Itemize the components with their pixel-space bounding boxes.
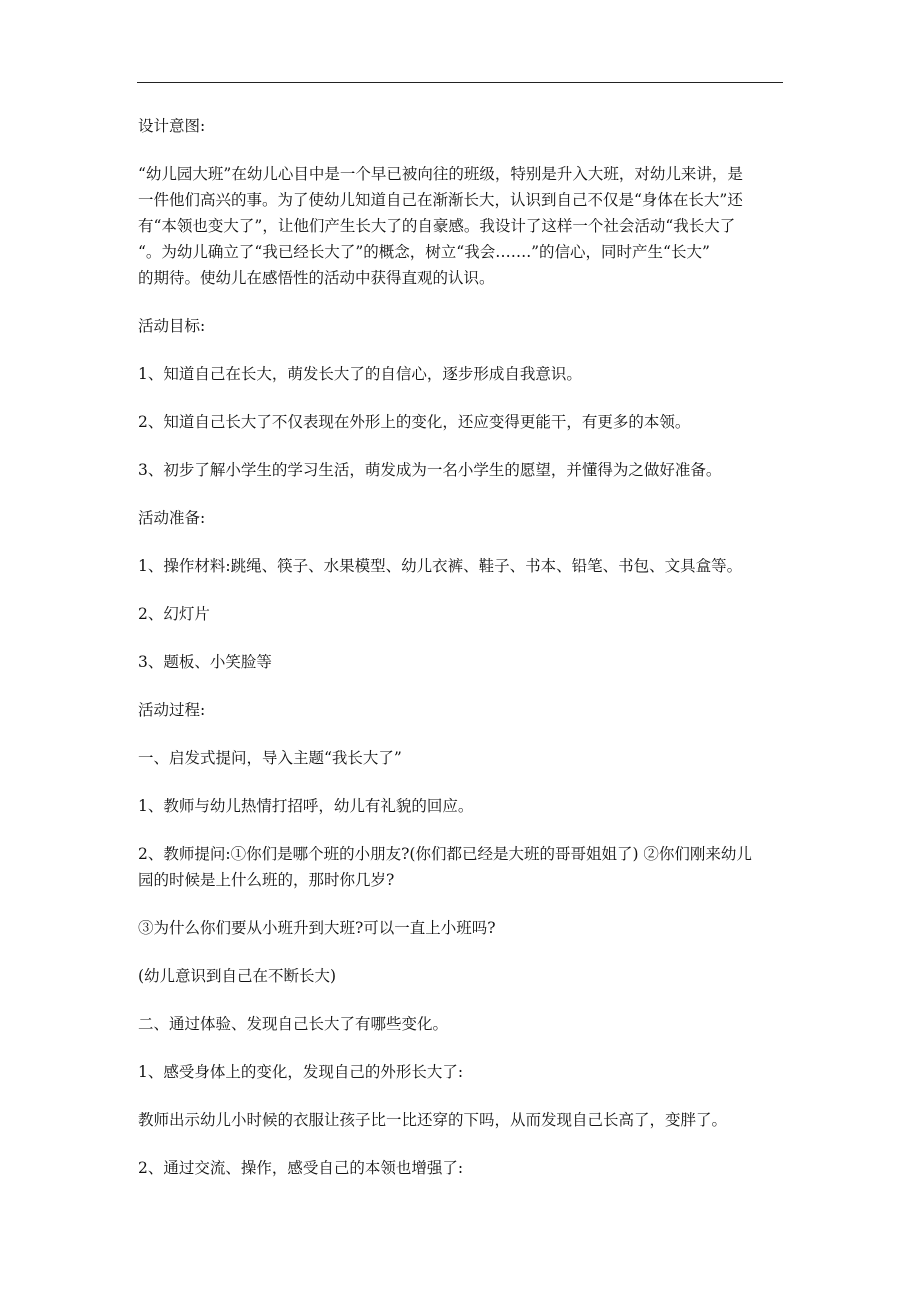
paragraph-line: 一件他们高兴的事。为了使幼儿知道自己在渐渐长大，认识到自己不仅是“身体在长大”还 — [138, 191, 743, 209]
goal-item-2: 2、知道自己长大了不仅表现在外形上的变化，还应变得更能干，有更多的本领。 — [138, 413, 691, 431]
goals-heading: 活动目标: — [138, 317, 206, 335]
preparation-item-3: 3、题板、小笑脸等 — [138, 653, 272, 671]
design-intent-heading: 设计意图: — [138, 117, 206, 135]
goal-item-1: 1、知道自己在长大，萌发长大了的自信心，逐步形成自我意识。 — [138, 365, 582, 383]
process-step-2: 二、通过体验、发现自己长大了有哪些变化。 — [138, 1015, 449, 1033]
paragraph-line: “幼儿园大班”在幼儿心目中是一个早已被向往的班级，特别是升入大班，对幼儿来讲，是 — [138, 165, 743, 183]
process-step-2-2: 2、通过交流、操作，感受自己的本领也增强了: — [138, 1159, 464, 1177]
process-step-1: 一、启发式提问，导入主题“我长大了” — [138, 749, 402, 767]
paragraph-line: “。为幼儿确立了“我已经长大了”的概念，树立“我会…….”的信心，同时产生“长大” — [138, 243, 710, 261]
process-step-1-2 — [138, 841, 788, 893]
paragraph-line: 的期待。使幼儿在感悟性的活动中获得直观的认识。 — [138, 269, 495, 287]
preparation-item-2: 2、幻灯片 — [138, 605, 210, 623]
preparation-heading: 活动准备: — [138, 509, 206, 527]
process-step-1-3: ③为什么你们要从小班升到大班?可以一直上小班吗? — [138, 919, 496, 937]
preparation-item-1: 1、操作材料:跳绳、筷子、水果模型、幼儿衣裤、鞋子、书本、铅笔、书包、文具盒等。 — [138, 557, 743, 575]
process-step-1-note: (幼儿意识到自己在不断长大) — [138, 967, 337, 985]
document-body — [138, 113, 788, 1181]
process-step-1-1: 1、教师与幼儿热情打招呼，幼儿有礼貌的回应。 — [138, 797, 474, 815]
design-intent-paragraph — [138, 161, 788, 291]
process-heading: 活动过程: — [138, 701, 206, 719]
paragraph-line: 2、教师提问:①你们是哪个班的小朋友?(你们都已经是大班的哥哥姐姐了) ②你们刚来幼儿 — [138, 845, 752, 863]
process-step-2-1: 1、感受身体上的变化，发现自己的外形长大了: — [138, 1063, 464, 1081]
paragraph-line: 园的时候是上什么班的，那时你几岁? — [138, 871, 395, 889]
paragraph-line: 有“本领也变大了”，让他们产生长大了的自豪感。我设计了这样一个社会活动“我长大了 — [138, 217, 736, 235]
process-step-2-1-body: 教师出示幼儿小时候的衣服让孩子比一比还穿的下吗，从而发现自己长高了，变胖了。 — [138, 1111, 728, 1129]
goal-item-3: 3、初步了解小学生的学习生活，萌发成为一名小学生的愿望，并懂得为之做好准备。 — [138, 461, 722, 479]
header-rule — [137, 82, 783, 83]
